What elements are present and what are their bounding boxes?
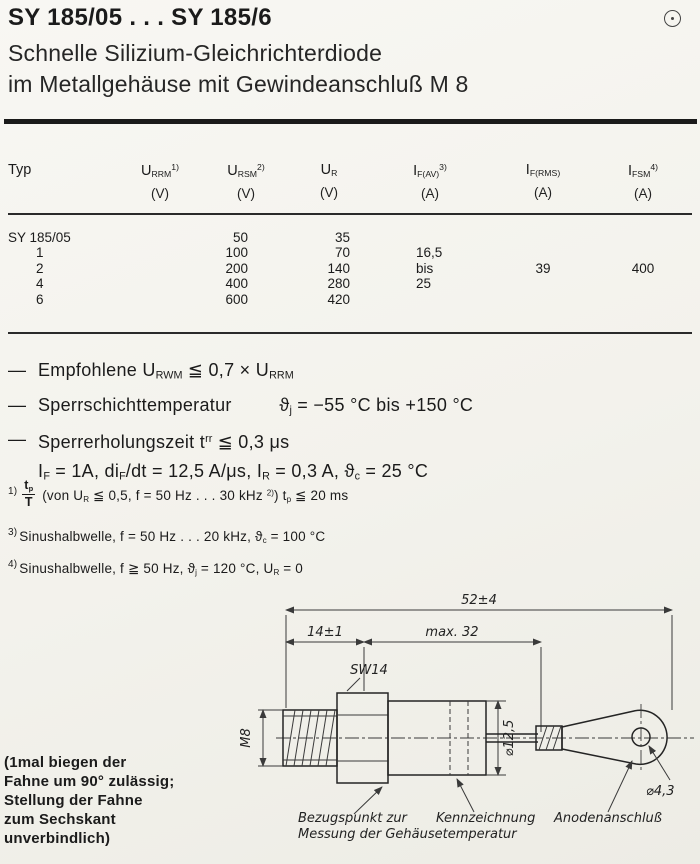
footnote-mark: 1) (8, 485, 18, 497)
characteristic-text: Sperrerholungszeit $t^{rr}$ ≦ 0,3 μs (38, 432, 290, 453)
table-cell: 50 (232, 229, 248, 245)
table-cell: 4 (36, 276, 44, 292)
thread-size-label: M8 (239, 728, 254, 748)
table-cell (594, 230, 692, 246)
table-cell (118, 261, 202, 277)
table-cell: 35 (334, 229, 350, 245)
bullet-dash: — (8, 360, 26, 380)
footnote-text: Sinushalbwelle, f ≧ 50 Hz, $ϑ_j = 120$ °C, $U_R = 0$ (19, 560, 304, 577)
table-cell: 280 (327, 276, 350, 292)
col-header-ifrms: $I_{F(RMS)}$ (A) (525, 162, 561, 201)
table-cell (118, 292, 202, 308)
table-cell (492, 292, 594, 308)
mark-dot (671, 17, 674, 20)
col-header-ifsm: $I_{FSM}^{4)}$ (A) (627, 162, 659, 201)
body-diameter-label: ⌀12,5 (502, 719, 517, 757)
bend-note-line: unverbindlich) (4, 830, 111, 847)
wrench-size-label: SW14 (350, 663, 388, 678)
table-cell (594, 276, 692, 292)
anode-label: Anodenanschluß (554, 811, 662, 826)
characteristic-item (8, 391, 696, 426)
table-cell (118, 230, 202, 246)
table-cell: 39 (535, 260, 551, 276)
table-cell: bis (416, 260, 434, 276)
table-cell: SY 185/05 (8, 229, 71, 245)
table-cell (492, 245, 594, 261)
table-body (8, 215, 692, 335)
table-header-row (8, 158, 692, 215)
ref-point-label-line1: Bezugspunkt zur (298, 811, 407, 826)
footnote-text: (von $U_R$ ≦ 0,5, f = 50 Hz . . . 30 kHz $^{2)}$) $t_p$ ≦ 20 ms (38, 487, 349, 504)
table-cell: 400 (225, 276, 248, 292)
table-cell: 140 (327, 260, 350, 276)
dim-label-max: max. 32 (425, 625, 479, 640)
table-cell: 16,5 (416, 245, 443, 261)
bullet-dash: — (8, 429, 26, 450)
table-cell: 600 (225, 291, 248, 307)
footnote-4 (8, 559, 696, 577)
table-cell: 400 (631, 260, 655, 276)
bend-note (4, 753, 174, 848)
col-header-urrm: $U_{RRM}^{1)}$ (V) (140, 162, 179, 201)
col-header-ur: $U_R$ (V) (320, 162, 338, 201)
subtitle-line-2: im Metallgehäuse mit Gewindeanschluß M 8 (8, 71, 469, 97)
ratings-table (8, 158, 692, 334)
characteristic-item (8, 356, 696, 391)
table-cell (118, 276, 202, 292)
ref-point-label-line2: Messung der Gehäusetemperatur (298, 827, 517, 842)
table-cell (594, 245, 692, 261)
characteristics-list (8, 356, 696, 492)
dimension-max-32 (364, 625, 541, 732)
subtitle (8, 38, 469, 100)
bend-note-line: Stellung der Fahne (4, 792, 143, 809)
section-divider (4, 119, 697, 124)
subtitle-line-1: Schnelle Silizium-Gleichrichterdiode (8, 40, 383, 66)
marking-label: Kennzeichnung (436, 811, 536, 826)
table-cell: 6 (36, 291, 44, 307)
characteristic-item (8, 425, 696, 457)
table-cell (368, 230, 492, 246)
footnotes (8, 478, 696, 591)
characteristic-text: Empfohlene $U_{RWM}$ ≦ $0,7 \times U_{RRM}$ (38, 360, 294, 382)
dimension-hole-diameter (646, 746, 675, 799)
table-cell (118, 245, 202, 261)
dimension-thread-length (286, 625, 364, 642)
table-cell: 70 (334, 245, 350, 261)
bend-note-line: Fahne um 90° zulässig; (4, 773, 175, 790)
table-cell (492, 230, 594, 246)
footnote-mark: 3) (8, 526, 18, 538)
table-cell: 420 (327, 291, 350, 307)
bend-note-line: zum Sechskant (4, 811, 116, 828)
dim-label-thread: 14±1 (307, 625, 343, 640)
characteristic-text: Sperrschichttemperatur $ϑ_j = -55$ °C bis +150 °C (38, 394, 474, 417)
table-cell: 100 (225, 245, 248, 261)
table-cell (594, 292, 692, 308)
footnote-mark: 4) (8, 558, 18, 570)
table-cell: 1 (36, 245, 44, 261)
characteristic-text: $I_F = 1A$, $di_F/dt = 12,5$ A/μs, $I_R = 0,3$ A, $ϑ_c = 25$ °C (38, 461, 429, 483)
dim-label-overall: 52±4 (461, 593, 497, 608)
outline-drawing (236, 590, 700, 864)
wrench-size-callout (347, 663, 388, 691)
table-cell: 2 (36, 260, 44, 276)
table-cell: 200 (225, 260, 248, 276)
publisher-mark-icon (664, 10, 681, 27)
table-cell: 25 (416, 276, 432, 292)
footnote-3 (8, 527, 696, 545)
col-header-ursm: $U_{RSM}^{2)}$ (V) (227, 162, 265, 201)
hole-diameter-label: ⌀4,3 (646, 784, 675, 799)
table-cell (492, 276, 594, 292)
footnote-1 (8, 478, 696, 509)
page-title: SY 185/05 . . . SY 185/6 (8, 4, 272, 31)
table-cell (368, 292, 492, 308)
bend-note-line: (1mal biegen der (4, 754, 127, 771)
marking-callout (436, 779, 535, 826)
col-header-typ: Typ (8, 162, 32, 178)
footnote-text: Sinushalbwelle, f = 50 Hz . . . 20 kHz, $ϑ_c = 100$ °C (19, 528, 326, 545)
col-header-ifav: $I_{F(AV)}^{3)}$ (A) (413, 162, 447, 201)
bullet-dash: — (8, 394, 26, 415)
duty-cycle-fraction: $\frac{t_p}{T}$ (24, 478, 34, 509)
